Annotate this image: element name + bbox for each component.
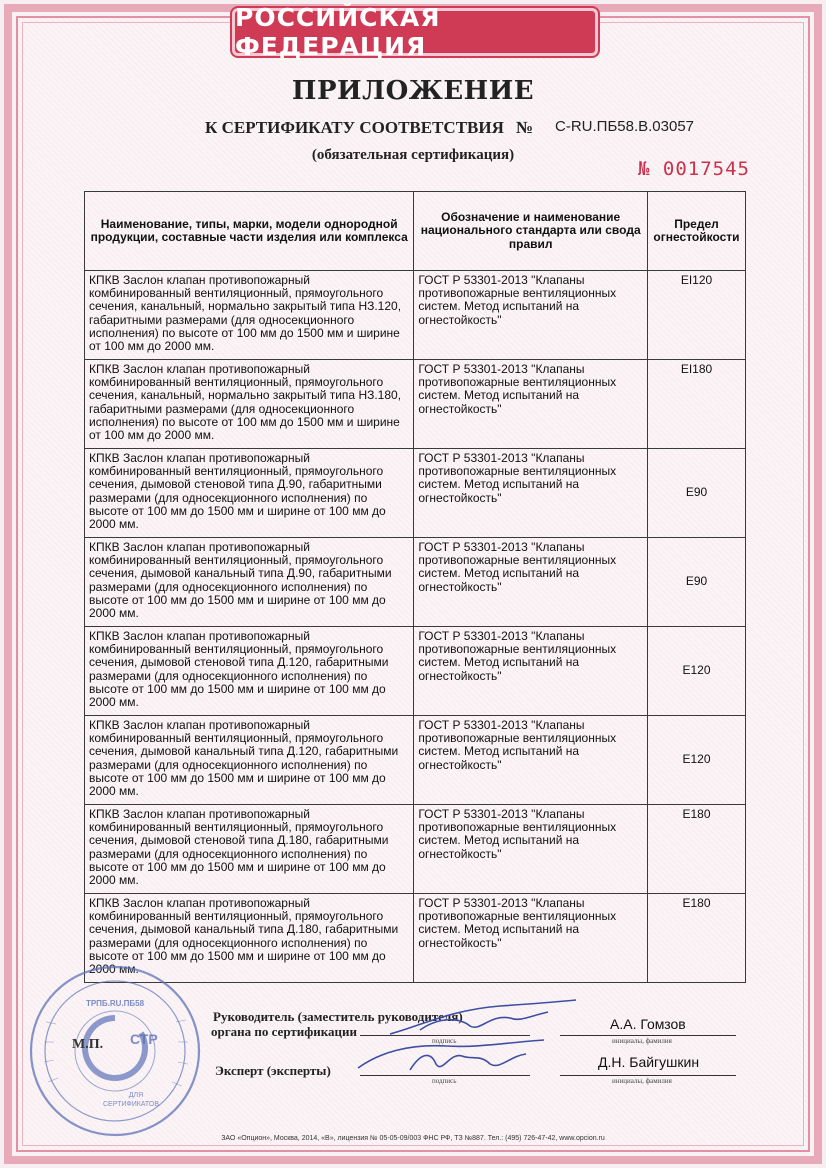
standard-cell: ГОСТ Р 53301-2013 "Клапаны противопожарные вентиляционных систем. Метод испытаний на огнестойкость" — [414, 449, 648, 538]
seal-label: М.П. — [72, 1037, 104, 1052]
table-row — [85, 627, 746, 716]
product-cell: КПКВ Заслон клапан противопожарный комбинированный вентиляционный, прямоугольного сечения, дымовой канальный типа Д.180, габаритными размерами (для односекционного исполнения) по высоте от 100 мм до 1500 мм и ширине от 100 мм до 2000 мм. — [85, 894, 414, 983]
column-header-standard: Обозначение и наименование национального стандарта или свода правил — [414, 192, 648, 271]
stamp-line-1: ДЛЯ — [128, 1092, 144, 1099]
standard-cell: ГОСТ Р 53301-2013 "Клапаны противопожарные вентиляционных систем. Метод испытаний на огнестойкость" — [414, 271, 648, 360]
number-sign: № — [515, 118, 533, 137]
products-table — [84, 191, 746, 983]
serial-number: № 0017545 — [638, 158, 750, 180]
column-header-product: Наименование, типы, марки, модели однородной продукции, составные части изделия или комплекса — [85, 192, 414, 271]
head-label-line2: органа по сертификации — [211, 1024, 357, 1039]
mandatory-note: (обязательная сертификация) — [311, 147, 515, 163]
product-cell: КПКВ Заслон клапан противопожарный комбинированный вентиляционный, прямоугольного сечения, дымовой стеновой типа Д.180, габаритными размерами (для односекционного исполнения) по высоте от 100 мм до 1500 мм и ширине от 100 мм до 2000 мм. — [85, 805, 414, 894]
column-header-fire-limit: Предел огнестойкости — [648, 192, 746, 271]
fire-limit-cell: E120 — [648, 716, 746, 805]
head-sign-caption: подпись — [432, 1037, 457, 1045]
head-initials-caption: инициалы, фамилия — [612, 1037, 672, 1045]
product-cell: КПКВ Заслон клапан противопожарный комбинированный вентиляционный, прямоугольного сечения, дымовой канальный типа Д.90, габаритными размерами (для односекционного исполнения) по высоте от 100 мм до 1500 мм и ширине от 100 мм до 2000 мм. — [85, 538, 414, 627]
table-row — [85, 805, 746, 894]
fire-limit-cell: E120 — [648, 627, 746, 716]
expert-signature-scribble — [350, 1034, 550, 1080]
fire-limit-cell: EI120 — [648, 271, 746, 360]
stamp-line-2: СЕРТИФИКАТОВ — [102, 1101, 160, 1108]
standard-cell: ГОСТ Р 53301-2013 "Клапаны противопожарные вентиляционных систем. Метод испытаний на огнестойкость" — [414, 894, 648, 983]
seal-stamp — [26, 962, 204, 1140]
fire-limit-cell: E180 — [648, 805, 746, 894]
expert-initials-caption: инициалы, фамилия — [612, 1077, 672, 1085]
table-row — [85, 449, 746, 538]
table-row — [85, 271, 746, 360]
product-cell: КПКВ Заслон клапан противопожарный комбинированный вентиляционный, прямоугольного сечения, дымовой стеновой типа Д.90, габаритными размерами (для односекционного исполнения) по высоте от 100 мм до 1500 мм и ширине от 100 мм до 2000 мм. — [85, 449, 414, 538]
product-cell: КПКВ Заслон клапан противопожарный комбинированный вентиляционный, прямоугольного сечения, канальный, нормально закрытый типа НЗ.180, габаритными размерами (для односекционного исполнения) по высоте от 100 мм до 1500 мм и ширине от 100 мм до 2000 мм. — [85, 360, 414, 449]
certificate-subtitle — [205, 118, 725, 138]
product-cell: КПКВ Заслон клапан противопожарный комбинированный вентиляционный, прямоугольного сечения, дымовой стеновой типа Д.120, габаритными размерами (для односекционного исполнения) по высоте от 100 мм до 1500 мм и ширине от 100 мм до 2000 мм. — [85, 627, 414, 716]
standard-cell: ГОСТ Р 53301-2013 "Клапаны противопожарные вентиляционных систем. Метод испытаний на огнестойкость" — [414, 627, 648, 716]
head-name: А.А. Гомзов — [610, 1016, 686, 1032]
head-name-line — [560, 1035, 736, 1036]
standard-cell: ГОСТ Р 53301-2013 "Клапаны противопожарные вентиляционных систем. Метод испытаний на огнестойкость" — [414, 360, 648, 449]
fire-limit-cell: EI180 — [648, 360, 746, 449]
table-header-row — [85, 192, 746, 271]
table-row — [85, 538, 746, 627]
country-banner — [232, 3, 598, 61]
expert-sign-caption: подпись — [432, 1077, 457, 1085]
fire-limit-cell: E180 — [648, 894, 746, 983]
standard-cell: ГОСТ Р 53301-2013 "Клапаны противопожарные вентиляционных систем. Метод испытаний на огнестойкость" — [414, 805, 648, 894]
standard-cell: ГОСТ Р 53301-2013 "Клапаны противопожарные вентиляционных систем. Метод испытаний на огнестойкость" — [414, 716, 648, 805]
standard-cell: ГОСТ Р 53301-2013 "Клапаны противопожарные вентиляционных систем. Метод испытаний на огнестойкость" — [414, 538, 648, 627]
fire-limit-cell: E90 — [648, 538, 746, 627]
fire-limit-cell: E90 — [648, 449, 746, 538]
country-banner-text: РОССИЙСКАЯ ФЕДЕРАЦИЯ — [235, 3, 441, 61]
printer-footer: ЗАО «Опцион», Москва, 2014, «В», лицензия № 05-05-09/003 ФНС РФ, ТЗ №887. Тел.: (495) 726-47-42, www.opcion.ru — [221, 1135, 605, 1142]
stamp-center-text: ТРПБ.RU.ПБ58 — [85, 999, 145, 1008]
document-title: ПРИЛОЖЕНИЕ — [291, 76, 535, 106]
table-row — [85, 716, 746, 805]
certificate-number: C-RU.ПБ58.В.03057 — [555, 118, 695, 135]
expert-name-line — [560, 1075, 736, 1076]
expert-name: Д.Н. Байгушкин — [598, 1054, 700, 1070]
product-cell: КПКВ Заслон клапан противопожарный комбинированный вентиляционный, прямоугольного сечения, канальный, нормально закрытый типа НЗ.120, габаритными размерами (для односекционного исполнения) по высоте от 100 мм до 1500 мм и ширине от 100 мм до 2000 мм. — [85, 271, 414, 360]
subtitle-text: К СЕРТИФИКАТУ СООТВЕТСТВИЯ — [205, 118, 504, 137]
expert-label: Эксперт (эксперты) — [215, 1063, 331, 1078]
product-cell: КПКВ Заслон клапан противопожарный комбинированный вентиляционный, прямоугольного сечения, дымовой канальный типа Д.120, габаритными размерами (для односекционного исполнения) по высоте от 100 мм до 1500 мм и ширине от 100 мм до 2000 мм. — [85, 716, 414, 805]
svg-text:СТР: СТР — [130, 1031, 158, 1047]
table-row — [85, 360, 746, 449]
head-label-line1: Руководитель (заместитель руководителя) — [213, 1009, 463, 1024]
